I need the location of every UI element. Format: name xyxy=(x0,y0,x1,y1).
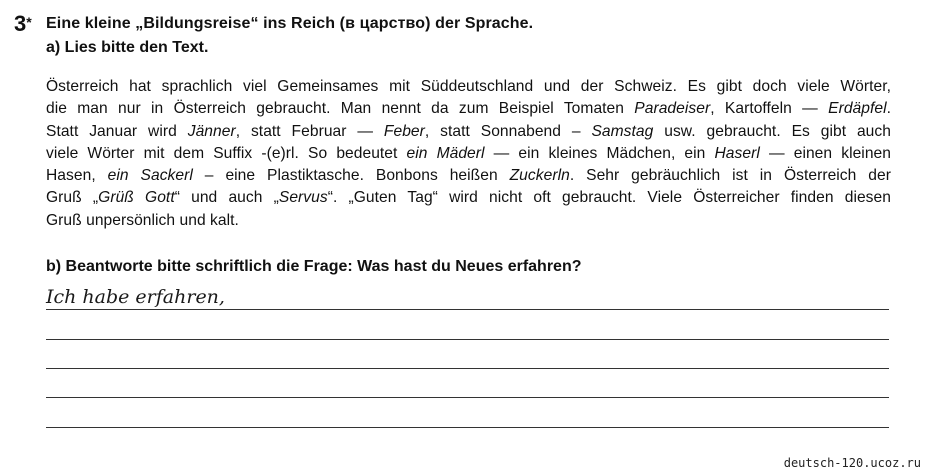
text-line: viele Wörter mit dem Suffix -(e)rl. So bedeutet ein Mäderl — ein kleines Mädchen, ein Haserl — einen kleinen xyxy=(46,144,891,162)
italic-term: Samstag xyxy=(591,122,654,140)
part-a-heading: a) Lies bitte den Text. xyxy=(46,39,209,56)
reading-text xyxy=(46,76,891,232)
answer-line xyxy=(46,339,889,340)
answer-line xyxy=(46,397,889,398)
watermark: deutsch-120.ucoz.ru xyxy=(783,456,921,470)
italic-term: Haserl xyxy=(714,144,760,162)
text-line: die man nur in Österreich gebraucht. Man nennt da zum Beispiel Tomaten Paradeiser, Kartoffeln — Erdäpfel. xyxy=(46,100,891,118)
text-line: Österreich hat sprachlich viel Gemeinsames mit Süddeutschland und der Schweiz. Es gibt doch viele Wörter, xyxy=(46,78,891,95)
text-line: Gruß unpersönlich und kalt. xyxy=(46,211,239,229)
answer-line xyxy=(46,427,889,428)
italic-term: Erdäpfel xyxy=(828,100,887,118)
italic-term: Servus xyxy=(278,189,328,207)
task-title: Eine kleine „Bildungsreise“ ins Reich (в царство) der Sprache. xyxy=(46,15,534,32)
text-line: Statt Januar wird Jänner, statt Februar — Feber, statt Sonnabend – Samstag usw. gebraucht. Es gibt auch xyxy=(46,122,891,140)
task-number: 3* xyxy=(14,11,32,36)
italic-term: Feber xyxy=(383,122,425,140)
part-b-heading: b) Beantworte bitte schriftlich die Frage: Was hast du Neues erfahren? xyxy=(46,258,582,275)
italic-term: Jänner xyxy=(187,122,236,140)
italic-term: Zuckerln xyxy=(509,167,570,185)
italic-term: Grüß Gott xyxy=(98,189,175,207)
task-marker: * xyxy=(26,14,32,30)
text-line: Gruß „Grüß Gott“ und auch „Servus“. „Guten Tag“ wird nicht oft gebraucht. Viele Österreicher finden diesen xyxy=(46,189,891,207)
italic-term: ein Mäderl xyxy=(406,144,485,162)
text-line: Hasen, ein Sackerl – eine Plastiktasche. Bonbons heißen Zuckerln. Sehr gebräuchlich ist in Österreich der xyxy=(46,167,891,185)
italic-term: Paradeiser xyxy=(634,100,711,118)
handwritten-answer: Ich habe erfahren, xyxy=(46,286,225,308)
answer-line xyxy=(46,368,889,369)
italic-term: ein Sackerl xyxy=(107,167,193,185)
answer-line xyxy=(46,309,889,310)
